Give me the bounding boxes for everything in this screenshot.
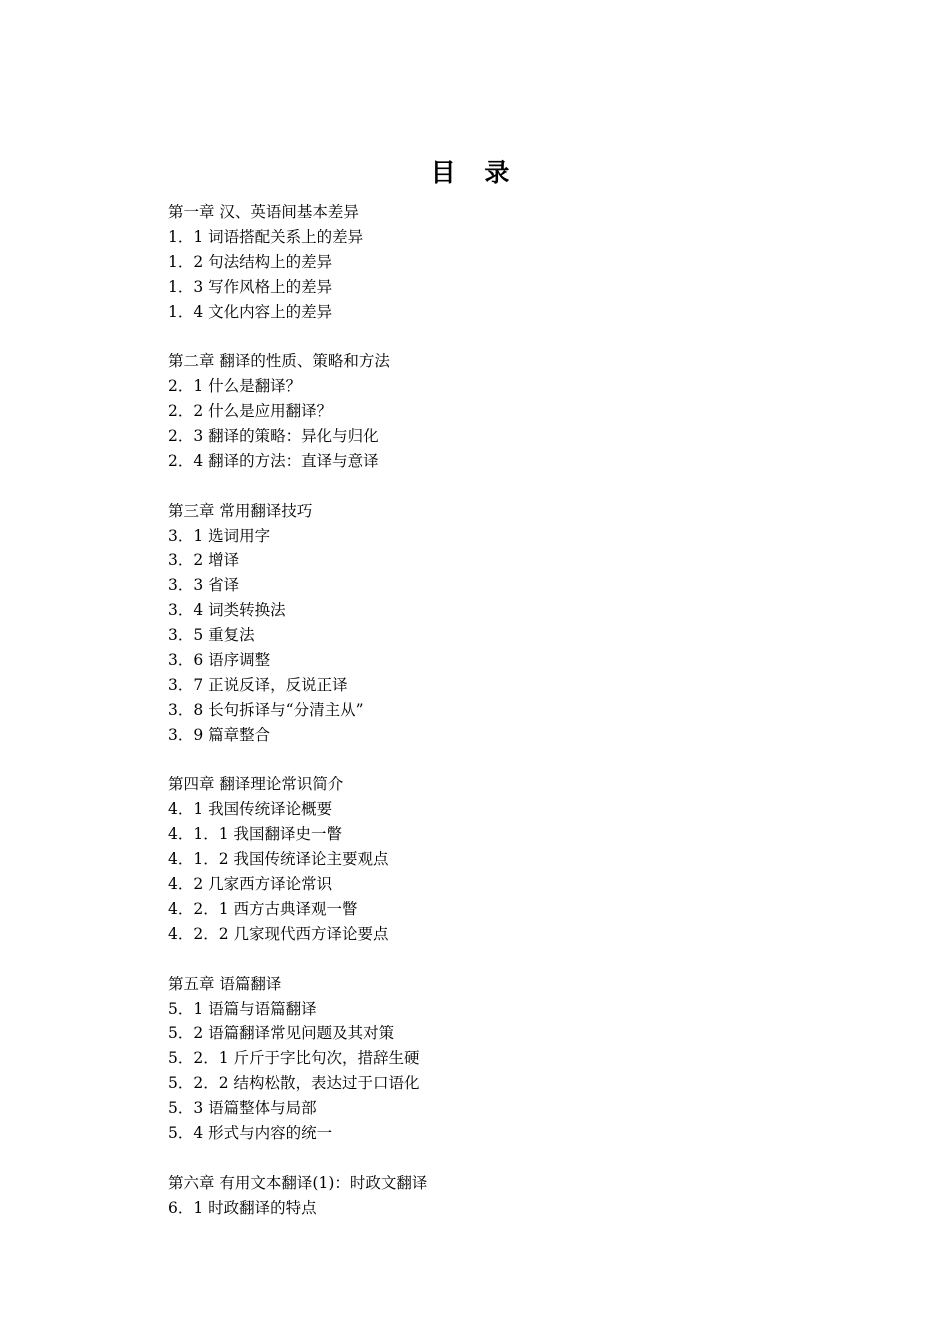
toc-section-entry: 4．1．1 我国翻译史一瞥 (168, 825, 343, 844)
toc-spacer (168, 324, 868, 349)
toc-section-entry: 3．9 篇章整合 (168, 725, 271, 744)
toc-chapter-heading: 第五章 语篇翻译 (168, 974, 282, 993)
toc-section-entry: 2．4 翻译的方法：直译与意译 (168, 451, 379, 470)
toc-section-entry: 4．1 我国传统译论概要 (168, 800, 333, 819)
page-title: 目 录 (430, 158, 520, 187)
toc-section-entry: 3．1 选词用字 (168, 526, 271, 545)
table-of-contents (168, 200, 868, 1221)
toc-spacer (168, 1146, 868, 1171)
toc-section-entry: 4．2．1 西方古典译观一瞥 (168, 899, 358, 918)
toc-section-entry: 5．4 形式与内容的统一 (168, 1123, 333, 1142)
toc-section-entry: 1．1 词语搭配关系上的差异 (168, 227, 364, 246)
toc-spacer (168, 474, 868, 499)
toc-section-entry: 4．2．2 几家现代西方译论要点 (168, 924, 389, 943)
toc-chapter-heading: 第三章 常用翻译技巧 (168, 501, 313, 520)
toc-section-entry: 2．1 什么是翻译？ (168, 377, 302, 396)
toc-chapter-heading: 第二章 翻译的性质、策略和方法 (168, 352, 390, 371)
toc-spacer (168, 748, 868, 773)
toc-section-entry: 5．1 语篇与语篇翻译 (168, 999, 317, 1018)
toc-section-entry: 3．2 增译 (168, 551, 240, 570)
toc-section-entry: 5．2．1 斤斤于字比句次，措辞生硬 (168, 1049, 420, 1068)
toc-chapter-heading: 第六章 有用文本翻译(1)：时政文翻译 (168, 1173, 428, 1192)
toc-chapter-heading: 第一章 汉、英语间基本差异 (168, 203, 359, 221)
toc-section-entry: 3．5 重复法 (168, 626, 255, 645)
toc-section-entry: 3．7 正说反译，反说正译 (168, 675, 348, 694)
toc-section-entry: 6．1 时政翻译的特点 (168, 1198, 317, 1217)
toc-section-entry: 3．4 词类转换法 (168, 601, 286, 620)
toc-section-entry: 4．2 几家西方译论常识 (168, 875, 333, 894)
toc-section-entry: 2．3 翻译的策略：异化与归化 (168, 427, 379, 446)
toc-chapter-heading: 第四章 翻译理论常识简介 (168, 775, 344, 794)
toc-section-entry: 1．2 句法结构上的差异 (168, 252, 333, 271)
toc-section-entry: 1．4 文化内容上的差异 (168, 302, 333, 321)
toc-section-entry: 5．2．2 结构松散，表达过于口语化 (168, 1074, 420, 1093)
toc-section-entry: 5．2 语篇翻译常见问题及其对策 (168, 1024, 395, 1043)
toc-section-entry: 3．3 省译 (168, 576, 240, 595)
toc-section-entry: 5．3 语篇整体与局部 (168, 1099, 317, 1118)
toc-section-entry: 3．6 语序调整 (168, 651, 271, 670)
toc-spacer (168, 947, 868, 972)
toc-section-entry: 2．2 什么是应用翻译？ (168, 402, 333, 421)
toc-section-entry: 3．8 长句拆译与“分清主从” (168, 700, 364, 719)
toc-section-entry: 1．3 写作风格上的差异 (168, 277, 333, 296)
toc-section-entry: 4．1．2 我国传统译论主要观点 (168, 850, 389, 869)
